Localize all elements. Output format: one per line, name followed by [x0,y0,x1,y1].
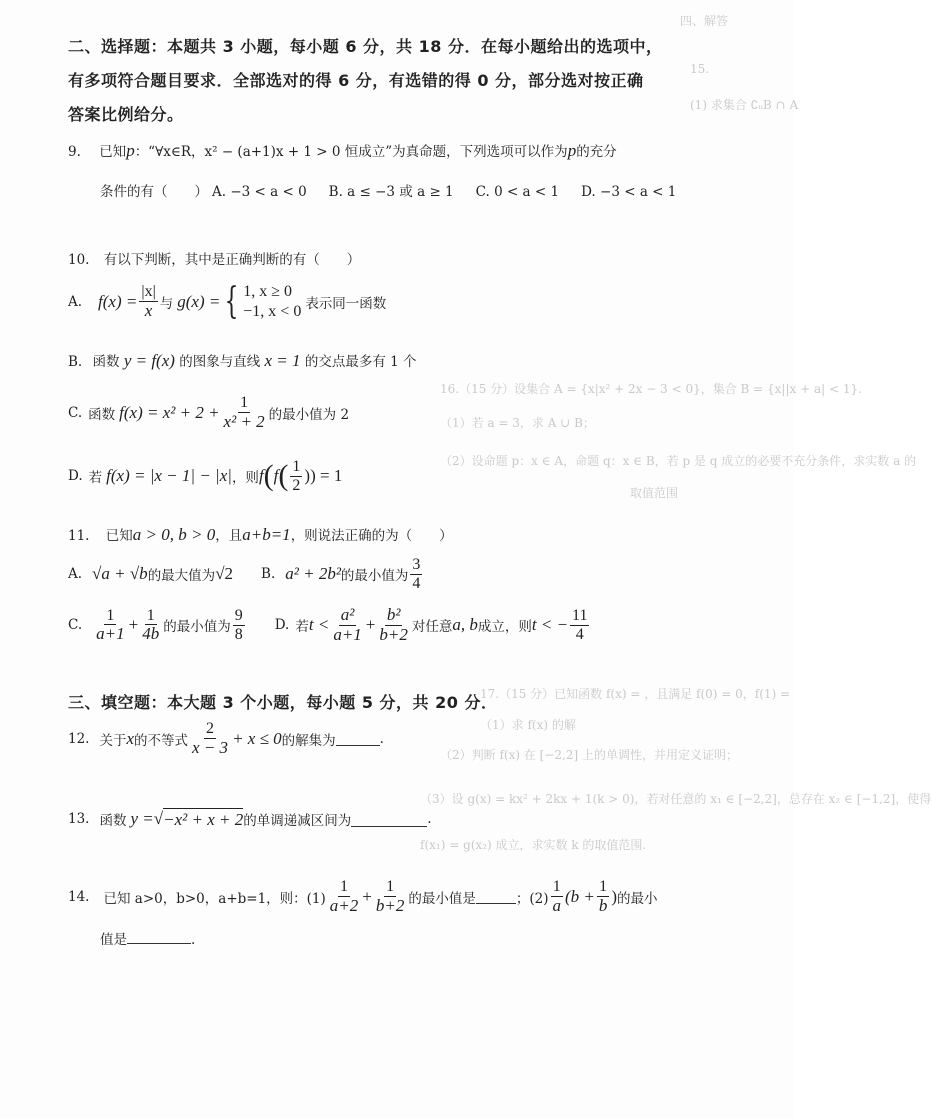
question-14-line2: 值是 . [100,928,195,948]
question-10-stem: 10. 有以下判断，其中是正确判断的有（ ） [68,252,361,268]
fraction: $\frac{1}{b+2}$ [375,878,405,915]
sqrt-symbol: √ [153,809,164,828]
bleed-text: （2）设命题 p：x ∈ A，命题 q：x ∈ B，若 p 是 q 成立的必要不充分条件，求实数 a 的 [440,454,917,468]
bleed-text: （3）设 g(x) = kx² + 2kx + 1(k > 0)，若对任意的 x₁ ∈ [−2,2]，总存在 x₂ ∈ [−1,2]，使得 [420,792,931,806]
bleed-text: （1）求 f(x) 的解 [480,718,576,732]
fraction: $\frac{9}{8}$ [234,607,243,643]
bleed-text: 17.（15 分）已知函数 f(x) = ，且满足 f(0) = 0，f(1) = [480,687,791,701]
bleed-text: 四、解答 [680,14,729,28]
fraction: $\frac{1}{4b}$ [142,606,160,644]
fraction: $\frac{\text{a²}}{a+1}$ [333,605,362,644]
question-number: 9. [68,144,81,160]
question-12: 12. 关于 x 的不等式 $\frac{2}{x - 3}$ + x ≤ 0 的解集为 . [68,720,384,757]
section2-title-line1: 二、选择题：本题共 3 小题，每小题 6 分，共 18 分．在每小题给出的选项中， [68,37,663,56]
fraction: $\frac{1}{a+2}$ [329,878,359,915]
question-9-line1: 9. 已知p：“∀x∈R，x² − (a+1)x + 1 > 0 恒成立”为真命题，下列选项可以作为p的充分 [68,141,617,160]
q10-option-b: B. 函数 y = f(x) 的图象与直线 x = 1 的交点最多有 1 个 [68,351,417,370]
q10-option-a: A. f(x) = $\frac{|x|}{x}$ 与 g(x) = { 1, x ≥ 0 −1, x < 0 表示同一函数 [68,281,387,322]
fraction: $\frac{2}{x - 3}$ [192,720,229,757]
option-d: D. −3 < a < 1 [581,184,677,200]
bleed-text: （2）判断 f(x) 在 [−2,2] 上的单调性，并用定义证明； [440,748,738,762]
section3-title: 三、填空题：本大题 3 个小题，每小题 5 分，共 20 分． [68,693,498,712]
fraction: $\frac{3}{4}$ [412,556,421,592]
bleed-text: 取值范围 [630,486,679,500]
q11-options-ab: A. √a + √b 的最大值为 √2 B. a² + 2b² 的最小值为 $\frac{3}{4}$ [68,556,421,592]
question-number: 12. [68,730,90,747]
answer-blank[interactable] [476,889,516,904]
fraction: $\frac{1}{2}$ [292,458,301,494]
fraction: $\frac{1}{\text{x² + 2}}$ [223,394,265,431]
question-11-stem: 11. 已知a > 0, b > 0，且a+b=1，则说法正确的为（ ） [68,525,453,544]
option-a: A. −3 < a < 0 [212,184,307,200]
fraction: $\frac{\text{b²}}{b+2}$ [379,605,408,644]
option-c: C. 0 < a < 1 [475,184,560,200]
question-number: 14. [68,888,90,905]
q10-option-d: D. 若 f(x) = |x − 1| − |x| ，则 f ( f ( $\frac{1}{2}$ )) = 1 [68,458,343,494]
answer-blank[interactable] [127,929,191,944]
bleed-text: 15. [690,62,710,76]
answer-blank[interactable] [351,812,427,827]
fraction: $\frac{1}{b}$ [598,878,608,915]
bleed-text: (1) 求集合 ∁ᵤB ∩ A [690,98,799,112]
bleed-text: 16.（15 分）设集合 A = {x|x² + 2x − 3 < 0}，集合 B = {x||x + a| < 1}. [440,382,862,396]
answer-blank[interactable] [336,731,380,746]
question-13: 13. 函数 y = √ −x² + x + 2 的单调递减区间为 . [68,809,432,829]
fraction: $\frac{1}{a+1}$ [96,606,125,644]
bleed-text: f(x₁) = g(x₂) 成立，求实数 k 的取值范围. [420,838,647,852]
fraction: $\frac{11}{4}$ [572,607,588,643]
question-number: 13. [68,811,90,827]
bleed-text: （1）若 a = 3，求 A ∪ B； [440,416,595,430]
q11-options-cd: C. $\frac{1}{a+1}$ + $\frac{1}{4b}$ 的最小值为 $\frac{9}{8}$ D. 若 t < $\frac{\text{a²}}{a+1}$ + $\frac{\text{b²}}{b+2}$ 对任意 a, b 成立，则 t < − $\frac{11}{4}$ [68,605,588,644]
brace-symbol: { [224,281,239,322]
fraction: $\frac{1}{a}$ [552,878,561,915]
q10-option-c: C. 函数 f(x) = x² + 2 + $\frac{1}{\text{x² + 2}}$ 的最小值为 2 [68,394,350,431]
sqrt-radicand: −x² + x + 2 [163,810,244,829]
fraction: $\frac{|x|}{x}$ [141,283,156,320]
question-number: 11. [68,528,90,544]
piecewise-cases: 1, x ≥ 0 −1, x < 0 [243,283,302,320]
section2-title-line2: 有多项符合题目要求．全部选对的得 6 分，有选错的得 0 分，部分选对按正确 [68,71,644,90]
section2-title-line3: 答案比例给分。 [68,105,184,124]
option-b: B. a ≤ −3 或 a ≥ 1 [328,184,454,200]
question-number: 10. [68,252,90,268]
question-9-line2: 条件的有（ ） A. −3 < a < 0 B. a ≤ −3 或 a ≥ 1 C. 0 < a < 1 D. −3 < a < 1 [100,184,677,200]
question-14-line1: 14. 已知 a>0，b>0，a+b=1，则：(1) $\frac{1}{a+2}$ + $\frac{1}{b+2}$ 的最小值是 ；(2) $\frac{1}{a}$ (b + $\frac{1}{b}$ ) 的最小 [68,878,658,915]
